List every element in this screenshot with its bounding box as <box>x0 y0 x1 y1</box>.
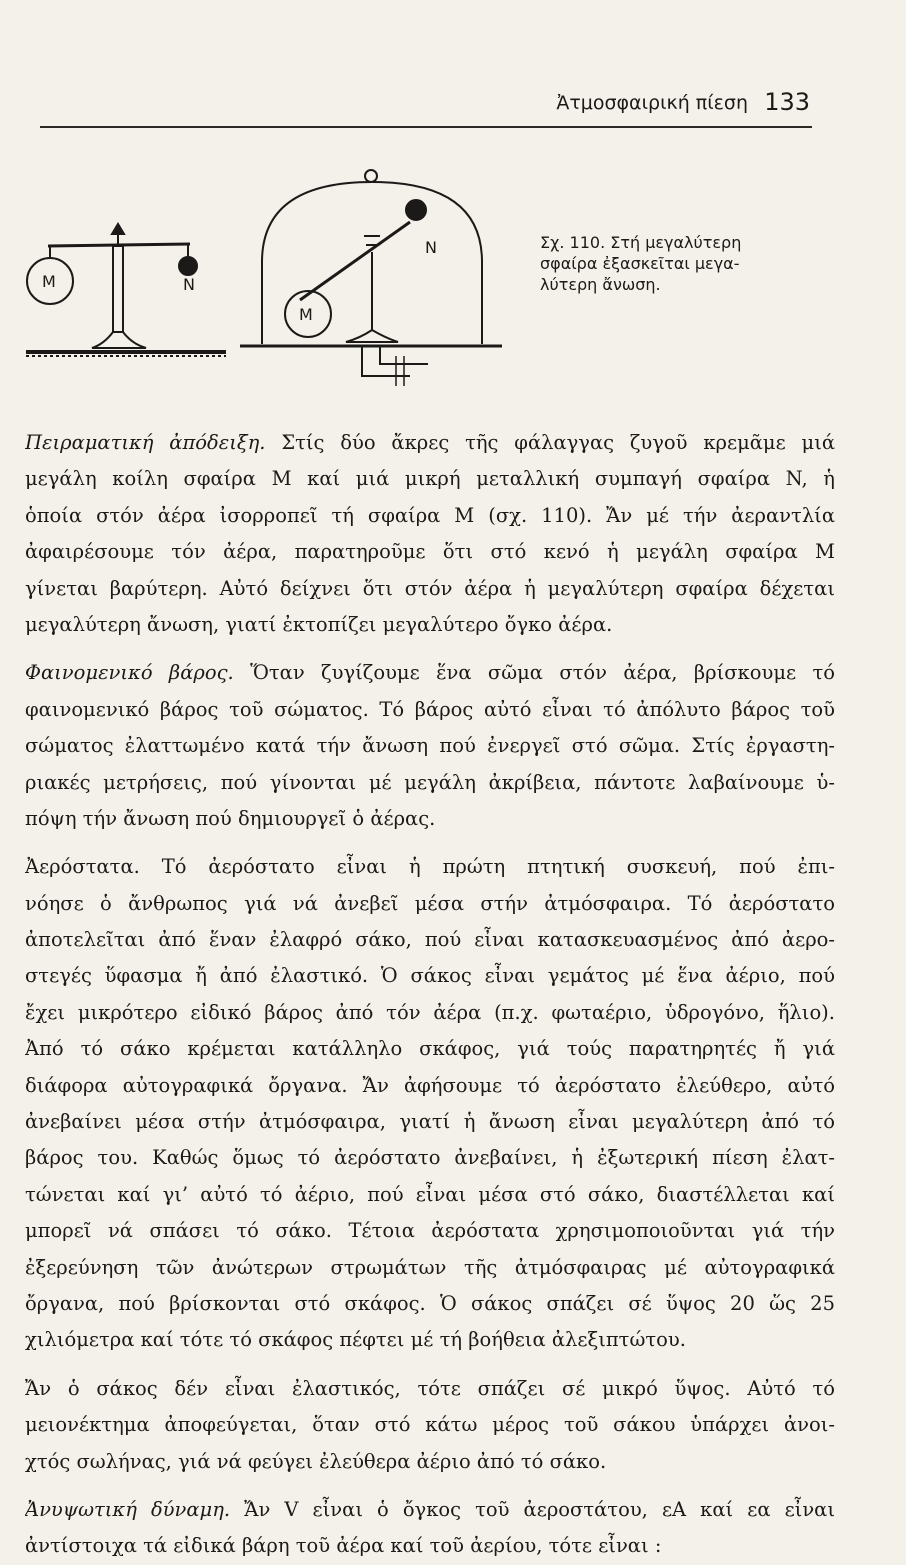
text-line: γίνεται βαρύτερη. Αὐτό δείχνει ὅτι στόν ἀέρα ἡ μεγαλύτερη σφαίρα δέχεται <box>25 576 835 600</box>
text-line: χιλιόμετρα καί τότε τό σκάφος πέφτει μέ τή βοήθεια ἀλεξιπτώτου. <box>25 1328 686 1352</box>
bell-jar-apparatus <box>240 170 502 386</box>
text-line: μειονέκτημα ἀποφεύγεται, ὅταν στό κάτω μέρος τοῦ σάκου ὑπάρχει ἀνοι- <box>25 1413 835 1437</box>
text-line: τώνεται καί γι’ αὐτό τό ἀέριο, πού εἶναι μέσα στό σάκο, διαστέλλεται καί <box>25 1182 835 1206</box>
caption-line: Σχ. 110. Στή μεγαλύτερη <box>540 233 742 252</box>
text-line: ἀφαιρέσουμε τόν ἀέρα, παρατηροῦμε ὅτι στό κενό ἡ μεγάλη σφαίρα M <box>25 540 835 564</box>
header-rule <box>40 126 812 128</box>
paragraph-heading: Ἀερόστατα. <box>25 855 140 879</box>
paragraph <box>25 1492 835 1565</box>
paragraph-heading: Φαινομενικό βάρος. <box>25 661 234 685</box>
text-line: Φαινομενικό βάρος. Ὅταν ζυγίζουμε ἕνα σῶμα στόν ἀέρα, βρίσκουμε τό <box>25 661 835 685</box>
text-line: ὁποία στόν ἀέρα ἰσορροπεῖ τή σφαίρα M (σχ. 110). Ἄν μέ τήν ἀεραντλία <box>25 503 835 527</box>
paragraph-heading: Ἀνυψωτική δύναμη. <box>25 1497 231 1521</box>
caption-line: λύτερη ἄνωση. <box>540 275 661 294</box>
text-line: Ἄν ὁ σάκος δέν εἶναι ἐλαστικός, τότε σπάζει σέ μικρό ὕψος. Αὐτό τό <box>25 1376 835 1400</box>
text-line: Ἀπό τό σάκο κρέμεται κατάλληλο σκάφος, γιά τούς παρατηρητές ἤ γιά <box>25 1037 835 1061</box>
text-line: μεγάλη κοίλη σφαίρα M καί μιά μικρή μεταλλική συμπαγή σφαίρα N, ἡ <box>25 467 835 491</box>
paragraph <box>25 849 835 1358</box>
text-line: ὄργανα, πού βρίσκονται στό σκάφος. Ὁ σάκος σπάζει σέ ὕψος 20 ὥς 25 <box>25 1291 835 1315</box>
figure-110-illustration <box>0 150 540 400</box>
figure-caption <box>540 232 780 295</box>
text-line: ἀντίστοιχα τά εἰδικά βάρη τοῦ ἀέρα καί τοῦ ἀερίου, τότε εἶναι : <box>25 1534 662 1558</box>
text-line: βάρος του. Καθώς ὅμως τό ἀερόστατο ἀνεβαίνει, ἡ ἐξωτερική πίεση ἐλατ- <box>25 1146 835 1170</box>
text-line: μπορεῖ νά σπάσει τό σάκο. Τέτοια ἀερόστατα χρησιμοποιοῦνται γιά τήν <box>25 1219 835 1243</box>
balance-apparatus <box>26 224 226 356</box>
text-line: ριακές μετρήσεις, πού γίνονται μέ μεγάλη ἀκρίβεια, πάντοτε λαβαίνουμε ὑ- <box>25 770 835 794</box>
paragraph <box>25 1371 835 1480</box>
text-line: χτός σωλήνας, γιά νά φεύγει ἐλεύθερα ἀέριο ἀπό τό σάκο. <box>25 1449 607 1473</box>
text-line: Πειραματική ἀπόδειξη. Στίς δύο ἄκρες τῆς φάλαγγας ζυγοῦ κρεμᾶμε μιά <box>25 431 835 454</box>
body-text <box>25 425 835 1565</box>
left-ball-label: N <box>183 275 195 294</box>
right-ball-label: N <box>425 238 437 257</box>
text-line: φαινομενικό βάρος τοῦ σώματος. Τό βάρος αὐτό εἶναι τό ἀπόλυτο βάρος τοῦ <box>25 697 835 721</box>
paragraph-gap <box>25 837 835 849</box>
paragraph <box>25 425 835 643</box>
running-title: Ἀτμοσφαιρική πίεση <box>556 92 748 114</box>
text-line: ἐξερεύνηση τῶν ἀνώτερων στρωμάτων τῆς ἀτμόσφαιρας μέ αὐτογραφικά <box>25 1255 835 1279</box>
text-line: διάφορα αὐτογραφικά ὄργανα. Ἄν ἀφήσουμε τό ἀερόστατο ἐλεύθερο, αὐτό <box>25 1073 835 1097</box>
text-line: στεγές ὕφασμα ἤ ἀπό ἐλαστικό. Ὁ σάκος εἶναι γεμάτος μέ ἕνα ἀέριο, πού <box>25 964 835 988</box>
small-metal-ball <box>179 257 197 275</box>
caption-line: σφαίρα ἐξασκεῖται μεγα- <box>540 254 740 273</box>
text-line: νόησε ὁ ἄνθρωπος γιά νά ἀνεβεῖ μέσα στήν ἀτμόσφαιρα. Τό ἀερόστατο <box>25 891 835 915</box>
paragraph-gap <box>25 643 835 655</box>
text-line: ἔχει μικρότερο εἰδικό βάρος ἀπό τόν ἀέρα (π.χ. φωταέριο, ὑδρογόνο, ἥλιο). <box>25 1000 835 1024</box>
text-line: ἀνεβαίνει μέσα στήν ἀτμόσφαιρα, γιατί ἡ ἄνωση εἶναι μεγαλύτερη ἀπό τό <box>25 1110 835 1134</box>
paragraph-heading: Πειραματική ἀπόδειξη. <box>25 431 266 454</box>
page-header <box>120 88 810 120</box>
page-number: 133 <box>764 88 810 116</box>
text-line: Ἀνυψωτική δύναμη. Ἄν V εἶναι ὁ ὄγκος τοῦ ἀεροστάτου, εΑ καί εα εἶναι <box>25 1497 835 1521</box>
text-line: ἀποτελεῖται ἀπό ἕναν ἐλαφρό σάκο, πού εἶναι κατασκευασμένος ἀπό ἀερο- <box>25 928 835 952</box>
bell-jar-small-ball <box>406 200 426 220</box>
right-sphere-label: M <box>299 305 313 324</box>
paragraph-gap <box>25 1359 835 1371</box>
text-line: Ἀερόστατα. Τό ἀερόστατο εἶναι ἡ πρώτη πτητική συσκευή, πού ἐπι- <box>25 855 835 879</box>
left-sphere-label: M <box>42 272 56 291</box>
paragraph <box>25 655 835 837</box>
paragraph-gap <box>25 1480 835 1492</box>
text-line: μεγαλύτερη ἄνωση, γιατί ἐκτοπίζει μεγαλύτερο ὄγκο ἀέρα. <box>25 612 613 636</box>
text-line: πόψη τήν ἄνωση πού δημιουργεῖ ὁ ἀέρας. <box>25 806 436 830</box>
text-line: σώματος ἐλαττωμένο κατά τήν ἄνωση πού ἐνεργεῖ στό σῶμα. Στίς ἐργαστη- <box>25 734 835 758</box>
